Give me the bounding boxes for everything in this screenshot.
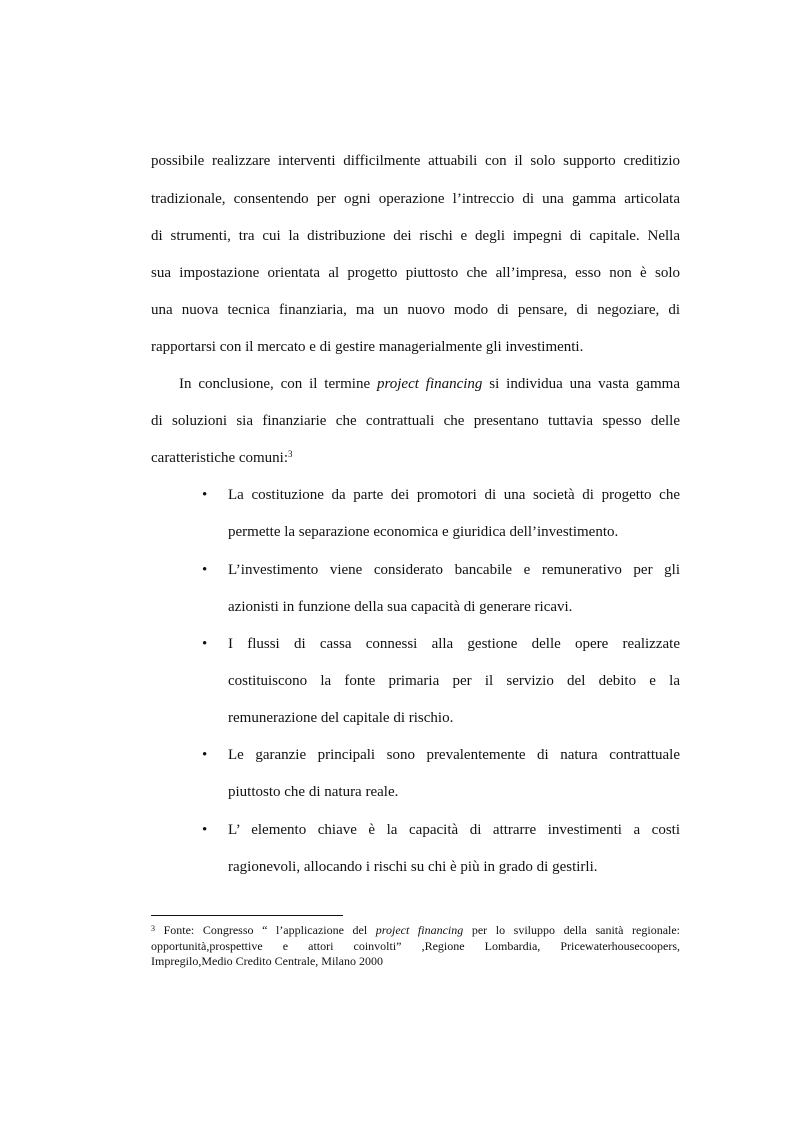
footnote-ref[interactable]: 3 <box>288 449 293 459</box>
bullet-line: La costituzione da parte dei promotori di una società di progetto che <box>228 487 680 503</box>
footnote-divider <box>151 915 343 916</box>
bullet-line: permette la separazione economica e giuridica dell’investimento. <box>228 524 619 540</box>
paragraph-line: possibile realizzare interventi difficilmente attuabili con il solo supporto creditizio <box>151 153 680 169</box>
bullet-line: L’ elemento chiave è la capacità di attrarre investimenti a costi <box>228 822 680 838</box>
bullet-icon: • <box>202 822 208 838</box>
bullet-line: costituiscono la fonte primaria per il servizio del debito e la <box>228 673 680 689</box>
footnote-line: Impregilo,Medio Credito Centrale, Milano 2000 <box>151 954 383 968</box>
bullet-line: remunerazione del capitale di rischio. <box>228 710 454 726</box>
text-span: caratteristiche comuni: <box>151 450 289 466</box>
bullet-line: ragionevoli, allocando i rischi su chi è più in grado di gestirli. <box>228 859 598 875</box>
paragraph-line: una nuova tecnica finanziaria, ma un nuovo modo di pensare, di negoziare, di <box>151 302 680 318</box>
bullet-line: piuttosto che di natura reale. <box>228 784 399 800</box>
footnote-line <box>151 924 680 937</box>
bullet-line: Le garanzie principali sono prevalentemente di natura contrattuale <box>228 747 680 763</box>
bullet-icon: • <box>202 487 208 503</box>
paragraph-line <box>151 449 680 467</box>
bullet-icon: • <box>202 562 208 578</box>
bullet-icon: • <box>202 636 208 652</box>
text-span: Fonte: Congresso “ l’applicazione del <box>155 923 376 937</box>
emphasis-text: project financing <box>375 923 464 937</box>
paragraph-line <box>179 375 680 393</box>
paragraph-line: tradizionale, consentendo per ogni operazione l’intreccio di una gamma articolata <box>151 191 680 207</box>
footnote-line: opportunità,prospettive e attori coinvolti” ,Regione Lombardia, Pricewaterhousecoopers, <box>151 939 680 953</box>
emphasis-text: project financing <box>376 376 483 392</box>
text-span: si individua una vasta gamma <box>482 376 681 392</box>
paragraph-line: sua impostazione orientata al progetto piuttosto che all’impresa, esso non è solo <box>151 265 680 281</box>
paragraph-line: di strumenti, tra cui la distribuzione dei rischi e degli impegni di capitale. Nella <box>151 228 680 244</box>
text-span: In conclusione, con il termine <box>179 376 377 392</box>
paragraph-line: rapportarsi con il mercato e di gestire managerialmente gli investimenti. <box>151 339 584 355</box>
bullet-line: I flussi di cassa connessi alla gestione delle opere realizzate <box>228 636 680 652</box>
bullet-icon: • <box>202 747 208 763</box>
bullet-line: L’investimento viene considerato bancabile e remunerativo per gli <box>228 562 680 578</box>
text-span: per lo sviluppo della sanità regionale: <box>463 923 681 937</box>
paragraph-line: di soluzioni sia finanziarie che contrattuali che presentano tuttavia spesso delle <box>151 413 680 429</box>
footnote-number: 3 <box>151 924 155 933</box>
bullet-line: azionisti in funzione della sua capacità di generare ricavi. <box>228 599 573 615</box>
